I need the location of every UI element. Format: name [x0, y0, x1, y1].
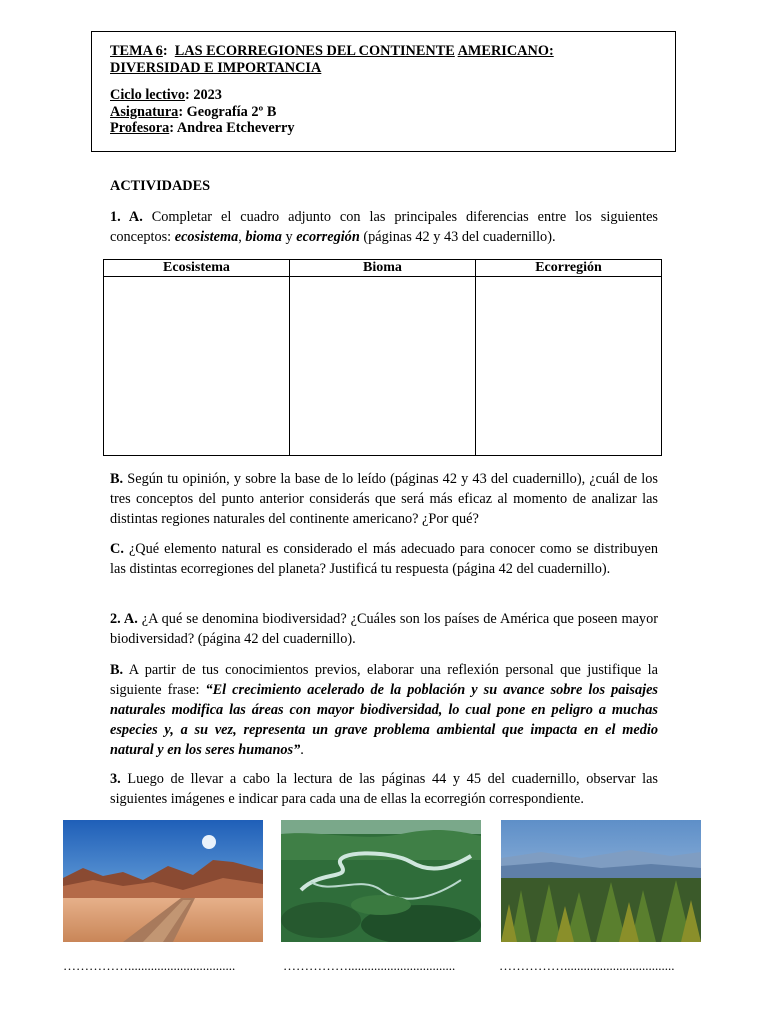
- table-cell-ecosistema[interactable]: [104, 277, 290, 456]
- asignatura-line: [110, 104, 657, 121]
- q1a-sep1: ,: [238, 229, 246, 245]
- q1b-number: B.: [110, 471, 124, 487]
- tema-title-b: AMERICANO:: [457, 43, 554, 59]
- answer-line-3[interactable]: ……………..................................: [499, 958, 675, 973]
- q2b-number: B.: [110, 662, 124, 678]
- ciclo-value: : 2023: [185, 87, 222, 103]
- q2b-end: .: [300, 742, 304, 758]
- term-ecosistema: ecosistema: [174, 229, 239, 245]
- q1b-text: Según tu opinión, y sobre la base de lo leído (páginas 42 y 43 del cuadernillo), ¿cuál de los tres conceptos del punto anterior considerás que será más eficaz al momento de analizar las distintas regiones naturales del continente americano? ¿Por qué?: [110, 471, 658, 527]
- asignatura-label: Asignatura: [110, 103, 179, 120]
- question-2a: [110, 609, 658, 649]
- q2a-text: ¿A qué se denomina biodiversidad? ¿Cuáles son los países de América que poseen mayor biodiversidad? (página 42 del cuadernillo).: [110, 611, 658, 647]
- question-1a: [110, 207, 658, 247]
- comparison-table: [103, 259, 662, 456]
- forest-photo: [501, 820, 701, 942]
- table-cell-bioma[interactable]: [290, 277, 476, 456]
- q2b-quote: “El crecimiento acelerado de la población y su avance sobre los paisajes naturales modifica las áreas con mayor biodiversidad, lo cual pone en peligro a muchas especies y, a su vez, representa un grave problema ambiental que impacta en el medio natural y en los seres humanos”: [110, 682, 658, 758]
- q1c-text: ¿Qué elemento natural es considerado el más adecuado para conocer como se distribuyen las distintas ecorregiones del planeta? Justificá tu respuesta (página 42 del cuadernillo).: [110, 541, 658, 577]
- ciclo-label: Ciclo lectivo: [110, 87, 186, 103]
- q3-text: Luego de llevar a cabo la lectura de las páginas 44 y 45 del cuadernillo, observar las siguientes imágenes e indicar para cada una de ellas la ecorregión correspondiente.: [110, 771, 658, 807]
- jungle-river-photo: [281, 820, 481, 942]
- activities-title: ACTIVIDADES: [110, 178, 211, 194]
- table-header-ecorregion: Ecorregión: [476, 260, 662, 277]
- profesora-value: : Andrea Etcheverry: [169, 120, 295, 136]
- ciclo-line: [110, 87, 657, 104]
- question-1b: [110, 469, 658, 529]
- tema-label: TEMA 6: [110, 43, 163, 59]
- q1c-number: C.: [110, 541, 124, 557]
- q1a-number: 1. A.: [110, 209, 143, 225]
- q3-number: 3.: [110, 771, 121, 787]
- q1a-sep2: y: [281, 229, 297, 245]
- asignatura-value: : Geografía 2º B: [178, 103, 277, 120]
- profesora-label: Profesora: [110, 120, 170, 136]
- q1a-text: Completar el cuadro adjunto con las principales diferencias entre los siguientes conceptos:: [110, 209, 658, 245]
- desert-photo: [63, 820, 263, 942]
- term-ecorregion: ecorregión: [296, 229, 360, 245]
- q1a-text2: (páginas 42 y 43 del cuadernillo).: [359, 229, 556, 245]
- table-answer-row: [104, 277, 662, 456]
- tema-title-c: DIVERSIDAD E IMPORTANCIA: [110, 59, 322, 76]
- tema-line: [110, 43, 657, 60]
- question-1c: [110, 539, 658, 579]
- table-cell-ecorregion[interactable]: [476, 277, 662, 456]
- answer-line-2[interactable]: …………….................................: [283, 958, 456, 973]
- table-header-ecosistema: Ecosistema: [104, 260, 290, 277]
- table-header-bioma: Bioma: [290, 260, 476, 277]
- table-header-row: [104, 260, 662, 277]
- q2b-text: A partir de tus conocimientos previos, elaborar una reflexión personal que justifique la siguiente frase:: [110, 662, 658, 698]
- header-box: [91, 31, 676, 152]
- answer-line-1[interactable]: …………….................................: [63, 958, 236, 973]
- profesora-line: [110, 120, 657, 137]
- q2a-number: 2. A.: [110, 611, 138, 627]
- question-3: [110, 769, 658, 809]
- question-2b: [110, 660, 658, 760]
- tema-title-a: LAS ECORREGIONES DEL CONTINENTE: [174, 43, 455, 59]
- tema-colon: :: [162, 43, 175, 59]
- term-bioma: bioma: [245, 229, 282, 245]
